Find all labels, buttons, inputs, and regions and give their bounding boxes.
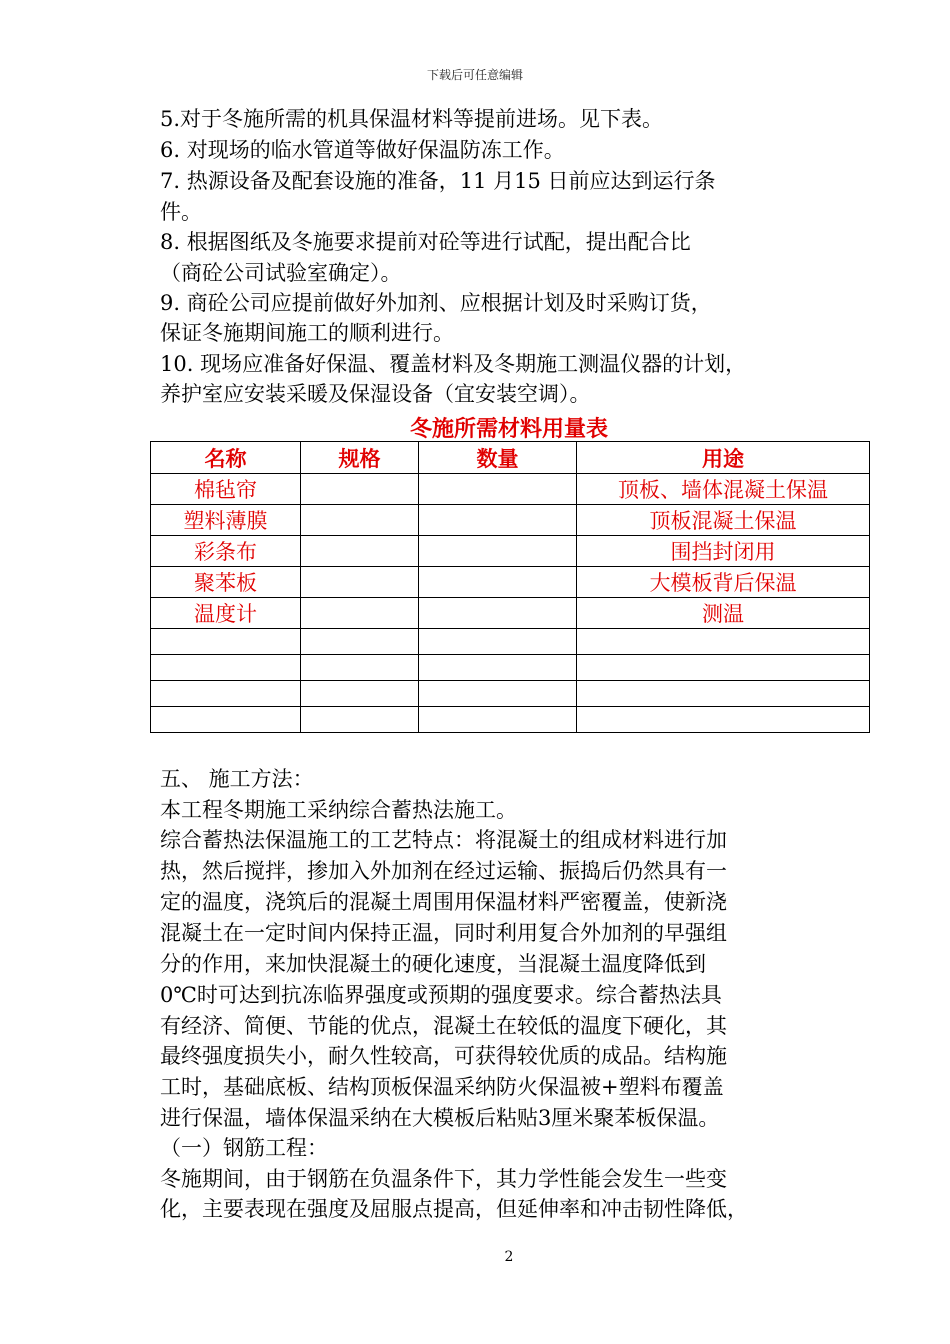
text-line: 有经济、简便、节能的优点，混凝土在较低的温度下硬化，其: [160, 1014, 727, 1038]
table-row: [151, 598, 870, 629]
text-line: （商砼公司试验室确定）。: [160, 261, 402, 285]
page-number: 2: [504, 1249, 514, 1265]
text-line: 保证冬施期间施工的顺利进行。: [160, 321, 454, 345]
text-line: 最终强度损失小，耐久性较高，可获得较优质的成品。结构施: [160, 1044, 727, 1068]
empty-cell: [419, 655, 577, 681]
empty-cell: [151, 629, 301, 655]
cell-quantity: [419, 567, 577, 598]
cell-name: 彩条布: [151, 536, 301, 567]
cell-name: 聚苯板: [151, 567, 301, 598]
header-name: 名称: [151, 442, 301, 474]
text-line: 10. 现场应准备好保温、覆盖材料及冬期施工测温仪器的计划，: [160, 352, 747, 376]
empty-cell: [301, 681, 419, 707]
cell-name: 棉毡帘: [151, 474, 301, 505]
empty-cell: [577, 681, 870, 707]
table-row: [151, 474, 870, 505]
cell-spec: [301, 474, 419, 505]
text-line: 定的温度，浇筑后的混凝土周围用保温材料严密覆盖，使新浇: [160, 890, 727, 914]
empty-row: [151, 707, 870, 733]
cell-purpose: 顶板、墙体混凝土保温: [577, 474, 870, 505]
materials-table: [150, 441, 870, 733]
header-note: 下载后可任意编辑: [426, 68, 523, 82]
table-row: [151, 505, 870, 536]
text-line: 7. 热源设备及配套设施的准备，11 月15 日前应达到运行条: [160, 169, 716, 193]
text-line: 冬施期间，由于钢筋在负温条件下，其力学性能会发生一些变: [160, 1167, 727, 1191]
empty-cell: [419, 707, 577, 733]
cell-quantity: [419, 505, 577, 536]
text-line: 进行保温，墙体保温采纳在大模板后粘贴3厘米聚苯板保温。: [160, 1106, 720, 1130]
header-spec: 规格: [301, 442, 419, 474]
empty-cell: [577, 629, 870, 655]
empty-cell: [577, 655, 870, 681]
section-heading: 五、 施工方法：: [160, 767, 314, 791]
subsection-heading: （一）钢筋工程：: [160, 1136, 328, 1160]
cell-name: 温度计: [151, 598, 301, 629]
cell-purpose: 围挡封闭用: [577, 536, 870, 567]
empty-cell: [301, 629, 419, 655]
empty-cell: [151, 655, 301, 681]
empty-cell: [301, 655, 419, 681]
table-header-row: [151, 442, 870, 474]
empty-cell: [301, 707, 419, 733]
text-line: 混凝土在一定时间内保持正温，同时利用复合外加剂的早强组: [160, 921, 727, 945]
text-line: 养护室应安装采暖及保湿设备（宜安装空调）。: [160, 382, 591, 406]
cell-quantity: [419, 598, 577, 629]
empty-cell: [151, 681, 301, 707]
text-line: 分的作用，来加快混凝土的硬化速度，当混凝土温度降低到: [160, 952, 706, 976]
header-purpose: 用途: [577, 442, 870, 474]
empty-cell: [419, 629, 577, 655]
cell-purpose: 测温: [577, 598, 870, 629]
text-line: 综合蓄热法保温施工的工艺特点：将混凝土的组成材料进行加: [160, 828, 727, 852]
cell-quantity: [419, 474, 577, 505]
empty-cell: [419, 681, 577, 707]
cell-purpose: 大模板背后保温: [577, 567, 870, 598]
cell-purpose: 顶板混凝土保温: [577, 505, 870, 536]
text-line: 件。: [160, 200, 202, 224]
cell-spec: [301, 505, 419, 536]
empty-row: [151, 655, 870, 681]
empty-row: [151, 681, 870, 707]
cell-spec: [301, 598, 419, 629]
cell-quantity: [419, 536, 577, 567]
empty-row: [151, 629, 870, 655]
text-line: 工时，基础底板、结构顶板保温采纳防火保温被+塑料布覆盖: [160, 1075, 724, 1099]
table-row: [151, 567, 870, 598]
text-line: 本工程冬期施工采纳综合蓄热法施工。: [160, 798, 517, 822]
text-line: 热，然后搅拌，掺加入外加剂在经过运输、振捣后仍然具有一: [160, 859, 727, 883]
cell-spec: [301, 536, 419, 567]
text-line: 5.对于冬施所需的机具保温材料等提前进场。见下表。: [160, 107, 664, 131]
empty-cell: [151, 707, 301, 733]
header-quantity: 数量: [419, 442, 577, 474]
text-line: 8. 根据图纸及冬施要求提前对砼等进行试配，提出配合比: [160, 230, 691, 254]
text-line: 化，主要表现在强度及屈服点提高，但延伸率和冲击韧性降低，: [160, 1197, 748, 1221]
table-row: [151, 536, 870, 567]
cell-spec: [301, 567, 419, 598]
text-line: 6. 对现场的临水管道等做好保温防冻工作。: [160, 138, 565, 162]
table-title: 冬施所需材料用量表: [409, 417, 608, 442]
text-line: 0℃时可达到抗冻临界强度或预期的强度要求。综合蓄热法具: [160, 983, 722, 1007]
text-line: 9. 商砼公司应提前做好外加剂、应根据计划及时采购订货，: [160, 291, 712, 315]
empty-cell: [577, 707, 870, 733]
cell-name: 塑料薄膜: [151, 505, 301, 536]
